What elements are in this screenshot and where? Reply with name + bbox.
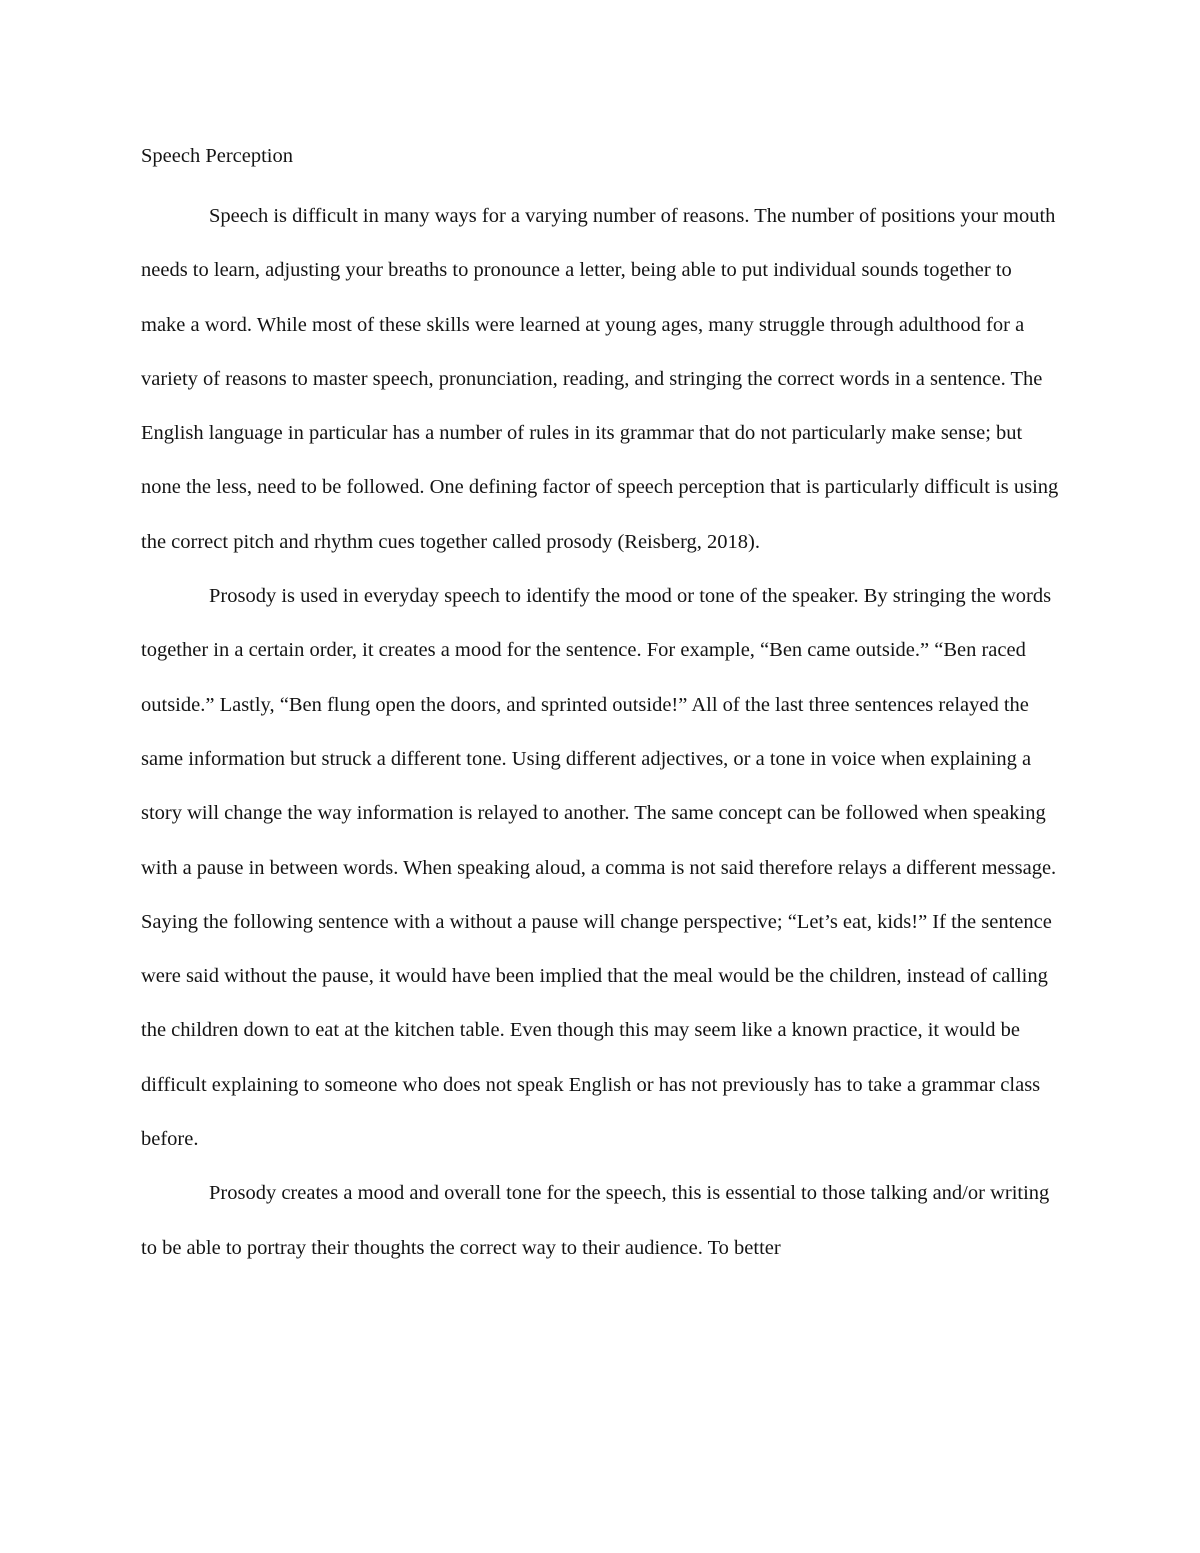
paragraph-3: Prosody creates a mood and overall tone for the speech, this is essential to those talking and/or writing to be able to portray their thoughts the correct way to their audience. To better — [141, 1182, 1050, 1259]
paragraph-1: Speech is difficult in many ways for a varying number of reasons. The number of positions your mouth needs to learn, adjusting your breaths to pronounce a letter, being able to put individual sounds together to make a word. While most of these skills were learned at young ages, many struggle through adulthood for a variety of reasons to master speech, pronunciation, reading, and stringing the correct words in a sentence. The English language in particular has a number of rules in its grammar that do not particularly make sense; but none the less, need to be followed. One defining factor of speech perception that is particularly difficult is using the correct pitch and rhythm cues together called prosody (Reisberg, 2018). — [141, 205, 1059, 553]
document-body — [141, 138, 1061, 1275]
paragraph-2: Prosody is used in everyday speech to identify the mood or tone of the speaker. By stringing the words together in a certain order, it creates a mood for the sentence. For example, “Ben came outside.” “Ben raced outside.” Lastly, “Ben flung open the doors, and sprinted outside!” All of the last three sentences relayed the same information but struck a different tone. Using different adjectives, or a tone in voice when explaining a story will change the way information is relayed to another. The same concept can be followed when speaking with a pause in between words. When speaking aloud, a comma is not said therefore relays a different message. Saying the following sentence with a without a pause will change perspective; “Let’s eat, kids!” If the sentence were said without the pause, it would have been implied that the meal would be the children, instead of calling the children down to eat at the kitchen table. Even though this may seem like a known practice, it would be difficult explaining to someone who does not speak English or has not previously has to take a grammar class before. — [141, 585, 1057, 1151]
document-title: Speech Perception — [141, 145, 293, 167]
